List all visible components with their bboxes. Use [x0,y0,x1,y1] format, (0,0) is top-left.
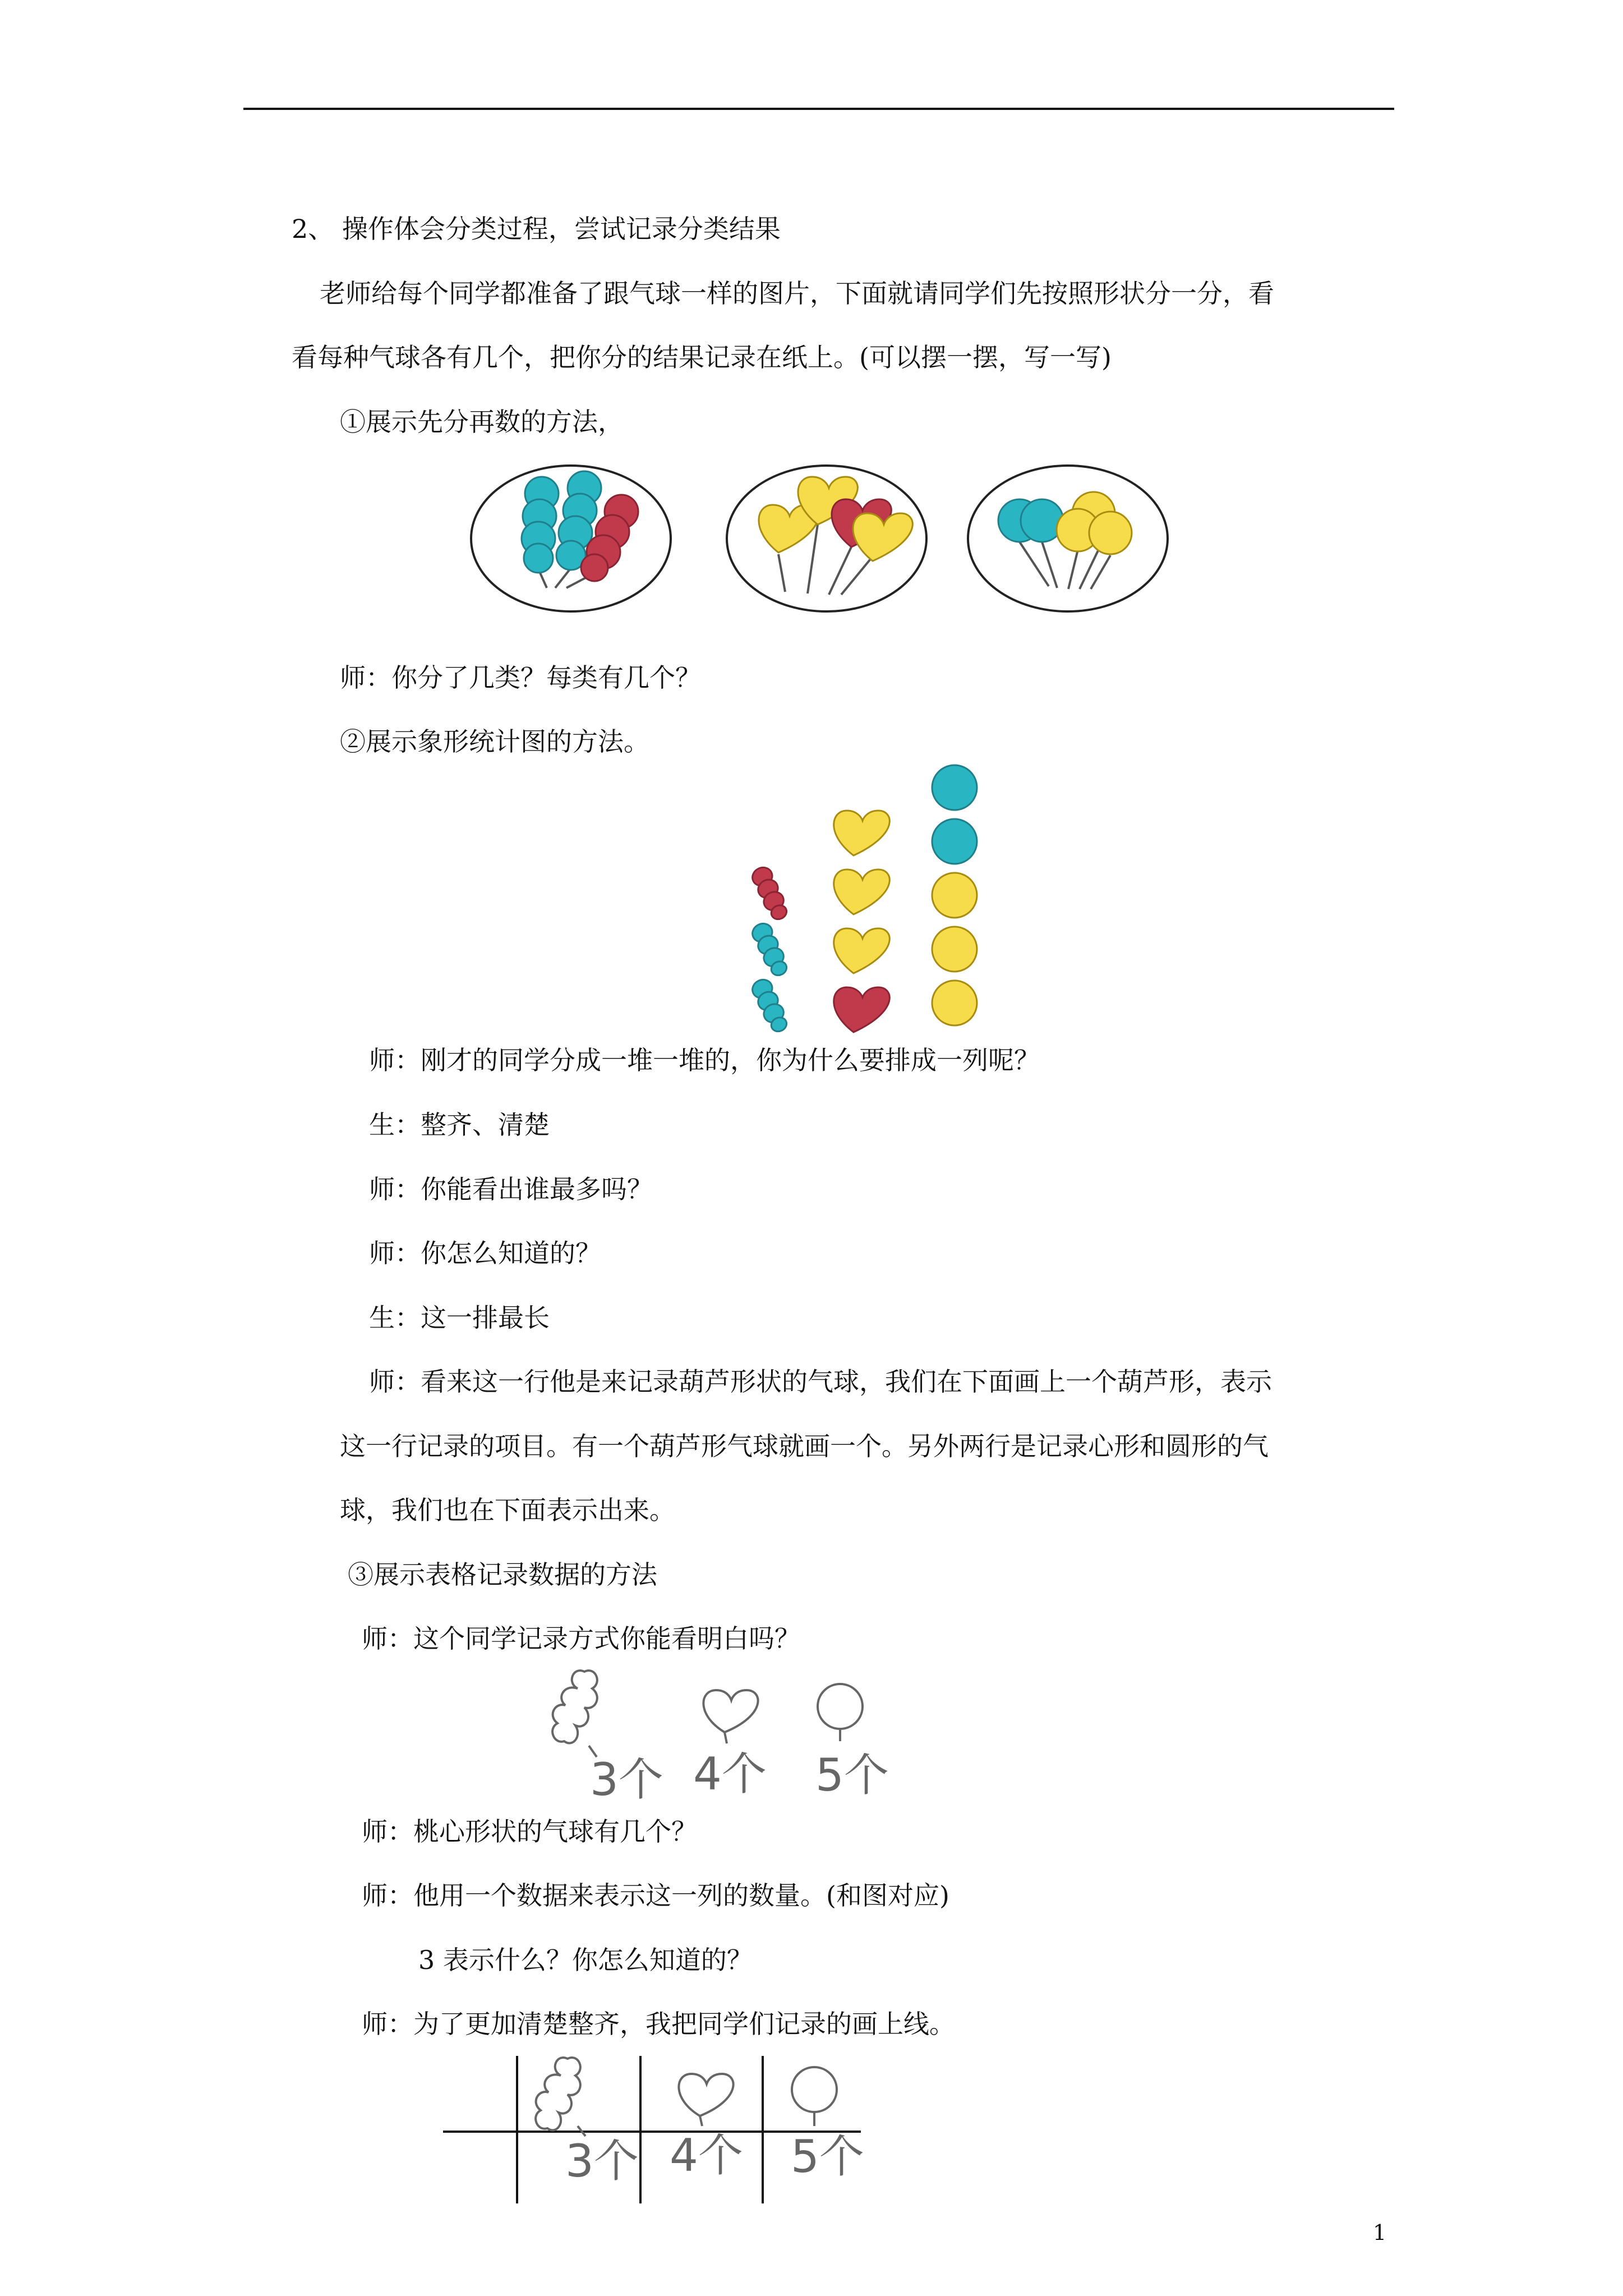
step-heading: ①展示先分再数的方法， [340,407,624,437]
gourd-outline-icon [536,2058,585,2136]
dialogue-line: 生：整齐、清楚 [369,1110,550,1140]
round-outline-icon [792,2067,837,2126]
round-count: 5个 [815,1749,889,1801]
heart-count: 4个 [670,2129,743,2182]
heart-count: 4个 [693,1748,767,1800]
dialogue-line: 3 表示什么？你怎么知道的？ [418,1945,753,1975]
dialogue-line: 师：刚才的同学分成一堆一堆的，你为什么要排成一列呢？ [369,1045,1040,1075]
round-count: 5个 [791,2131,864,2183]
dialogue-line: 师：为了更加清楚整齐，我把同学们记录的画上线。 [362,2009,955,2039]
dialogue-line: 球，我们也在下面表示出来。 [340,1495,675,1525]
step-heading: ③展示表格记录数据的方法 [348,1559,657,1590]
dialogue-line: 师：你怎么知道的？ [369,1238,601,1268]
section-title: 2、 操作体会分类过程，尝试记录分类结果 [292,214,781,244]
gourd-count: 3个 [590,1754,663,1806]
dialogue-line: 师：这个同学记录方式你能看明白吗？ [362,1623,800,1654]
dialogue-line: 师：看来这一行他是来记录葫芦形状的气球，我们在下面画上一个葫芦形，表示 [369,1366,1272,1397]
gourd-count: 3个 [565,2135,639,2187]
page-number: 1 [1373,2220,1387,2245]
dialogue-line: 师：桃心形状的气球有几个？ [362,1816,697,1847]
heart-outline-icon [679,2074,733,2126]
dialogue-line: 这一行记录的项目。有一个葫芦形气球就画一个。另外两行是记录心形和圆形的气 [340,1431,1269,1461]
paragraph-line: 老师给每个同学都准备了跟气球一样的图片，下面就请同学们先按照形状分一分，看 [320,278,1274,309]
paragraph-line: 看每种气球各有几个，把你分的结果记录在纸上。(可以摆一摆，写一写) [292,342,1112,372]
dialogue-line: 师：他用一个数据来表示这一列的数量。(和图对应) [362,1880,949,1911]
dialogue-line: 生：这一排最长 [369,1303,550,1333]
dialogue-line: 师：你能看出谁最多吗？ [369,1174,653,1204]
step-heading: ②展示象形统计图的方法。 [340,726,649,757]
dialogue-line: 师：你分了几类？每类有几个？ [340,662,701,693]
